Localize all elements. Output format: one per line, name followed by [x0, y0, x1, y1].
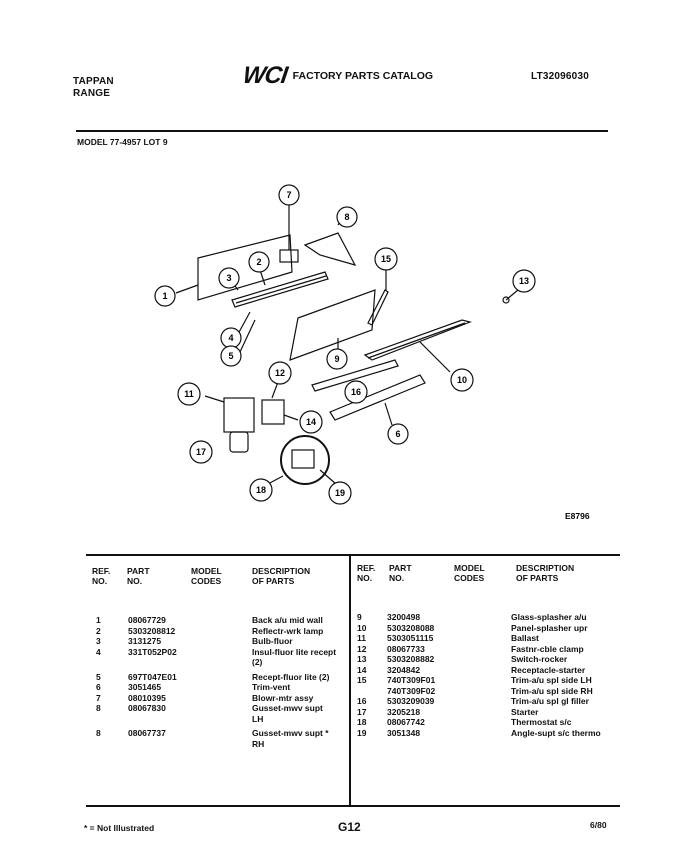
table-row: 4 331T052P02 Insul-fluor lite recept	[96, 646, 337, 657]
callout-6	[388, 424, 408, 444]
table-bottom-rule	[86, 805, 620, 807]
header-model-left: MODEL CODES	[191, 566, 222, 586]
callout-11	[178, 383, 200, 405]
catalog-title: FACTORY PARTS CATALOG	[292, 70, 434, 82]
table-row: 6 3051465 Trim-vent	[96, 682, 291, 692]
table-row: 740T309F02 Trim-a/u spl side RH	[387, 685, 593, 696]
svg-text:15: 15	[380, 254, 392, 264]
starter-shape	[230, 432, 248, 452]
svg-text:14: 14	[305, 417, 317, 427]
callout-9	[327, 349, 347, 369]
brand-line-1: TAPPAN	[73, 76, 114, 87]
header-ref-left: REF. NO.	[92, 566, 111, 586]
header-part-left: PART NO.	[127, 566, 150, 586]
table-row: (2)	[252, 657, 263, 667]
receptacle-shape	[262, 400, 284, 424]
header-ref-right: REF. NO.	[357, 563, 376, 583]
table-row: 8 08067737 Gusset-mwv supt *	[96, 728, 329, 738]
svg-text:13: 13	[518, 276, 530, 286]
svg-text:19: 19	[334, 488, 346, 498]
svg-text:6: 6	[395, 429, 401, 439]
callout-10	[451, 369, 473, 391]
callout-16	[345, 381, 367, 403]
callout-17	[190, 441, 212, 463]
callout-15	[375, 248, 397, 270]
header-desc-right: DESCRIPTION OF PARTS	[516, 563, 575, 583]
right-parts-list	[357, 612, 601, 738]
wci-logo: WCI	[241, 62, 289, 89]
catalog-date: 6/80	[590, 820, 607, 830]
table-row: RH	[252, 738, 265, 749]
callout-18	[250, 479, 272, 501]
gusset-shape	[305, 233, 355, 265]
table-row: 17 3205218 Starter	[357, 706, 539, 717]
callout-4	[221, 328, 241, 348]
not-illustrated-note: * = Not Illustrated	[84, 823, 155, 833]
table-row: 13 5303208882 Switch-rocker	[357, 654, 568, 664]
svg-text:9: 9	[334, 354, 340, 364]
callout-19	[329, 482, 351, 504]
svg-text:12: 12	[274, 368, 286, 378]
diagram-id: E8796	[565, 511, 590, 521]
header-desc-left: DESCRIPTION OF PARTS	[252, 566, 311, 586]
table-row: 15 740T309F01 Trim-a/u spl side LH	[357, 675, 592, 685]
diagram-callouts	[155, 185, 535, 504]
table-row: LH	[252, 713, 264, 724]
left-parts-list	[96, 615, 336, 749]
table-row: 8 08067830 Gusset-mwv supt	[96, 703, 323, 713]
svg-text:3: 3	[226, 273, 232, 283]
callout-1	[155, 286, 175, 306]
table-row: 1 08067729 Back a/u mid wall	[96, 615, 323, 625]
svg-text:1: 1	[162, 291, 168, 301]
callout-8	[337, 207, 357, 227]
table-row: 3 3131275 Bulb-fluor	[96, 636, 293, 646]
blower-shape	[280, 250, 298, 262]
model-line: MODEL 77-4957 LOT 9	[77, 137, 168, 147]
page-number: G12	[338, 820, 361, 834]
callout-13	[513, 270, 535, 292]
table-row: 2 5303208812 Reflectr-wrk lamp	[96, 625, 324, 636]
ballast-shape	[224, 398, 254, 432]
brand-line-2: RANGE	[73, 88, 111, 99]
table-row: 18 08067742 Thermostat s/c	[357, 717, 572, 727]
table-row: 7 08010395 Blowr-mtr assy	[96, 692, 314, 703]
svg-text:11: 11	[184, 389, 194, 399]
svg-text:4: 4	[228, 333, 234, 343]
table-row: 16 5303209039 Trim-a/u spl gl filler	[357, 696, 589, 706]
svg-text:18: 18	[255, 485, 267, 495]
callout-12	[269, 362, 291, 384]
table-row: 9 3200498 Glass-splasher a/u	[357, 612, 587, 622]
table-center-divider	[349, 556, 351, 805]
callout-3	[219, 268, 239, 288]
svg-text:7: 7	[286, 190, 292, 200]
table-row: 5 697T047E01 Recept-fluor lite (2)	[96, 671, 330, 682]
callout-2	[249, 252, 269, 272]
table-row: 19 3051348 Angle-supt s/c thermo	[357, 727, 601, 738]
callout-14	[300, 411, 322, 433]
svg-text:16: 16	[350, 387, 362, 397]
svg-text:2: 2	[256, 257, 262, 267]
svg-text:5: 5	[228, 351, 234, 361]
catalog-number: LT32096030	[531, 71, 589, 82]
table-row: 14 3204842 Receptacle-starter	[357, 664, 586, 675]
svg-text:17: 17	[195, 447, 207, 457]
header-model-right: MODEL CODES	[454, 563, 485, 583]
table-row: 11 5303051115 Ballast	[357, 633, 539, 643]
table-row: 12 08067733 Fastnr-cble clamp	[357, 643, 584, 654]
thermostat-detail-shape	[281, 436, 329, 484]
callout-5	[221, 346, 241, 366]
callout-7	[279, 185, 299, 205]
table-top-rule	[86, 554, 620, 556]
header-part-right: PART NO.	[389, 563, 412, 583]
svg-text:8: 8	[344, 212, 350, 222]
svg-text:10: 10	[456, 375, 468, 385]
table-row: 10 5303208088 Panel-splasher upr	[357, 622, 588, 633]
